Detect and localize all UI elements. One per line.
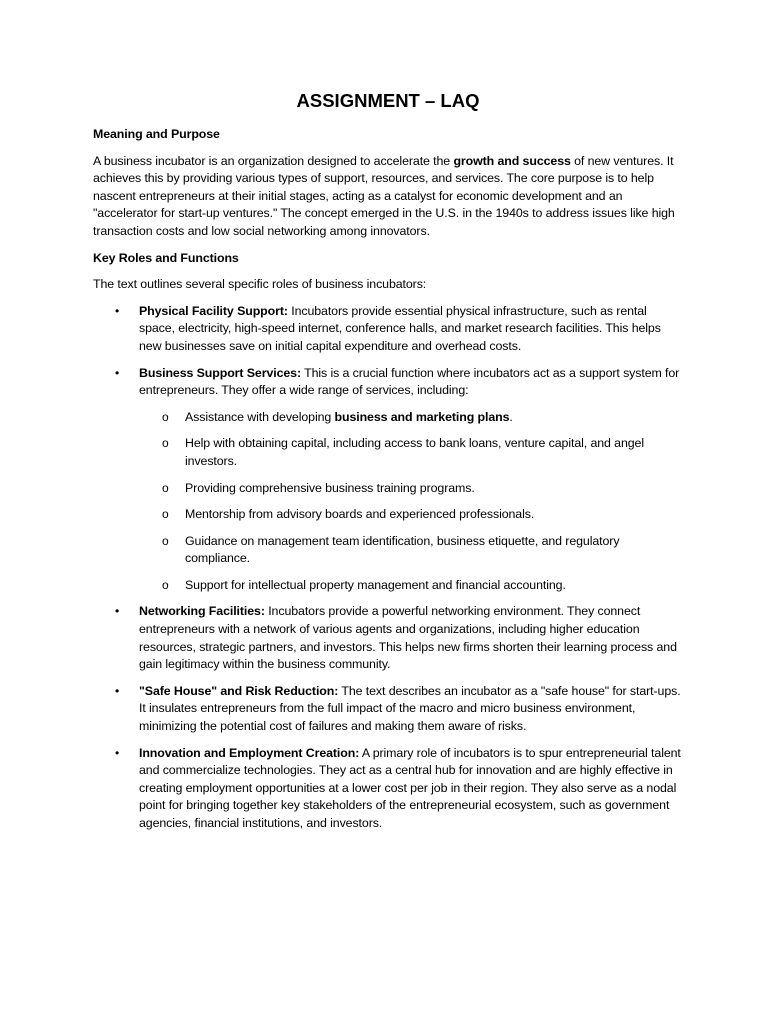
document-body <box>93 88 683 842</box>
meaning-text-start: A business incubator is an organization designed to accelerate the <box>93 153 454 168</box>
meaning-emphasis: growth and success <box>453 153 571 168</box>
bullet-marker: • <box>115 365 120 380</box>
item-text: The text describes an incubator as a "safe house" for start-ups. It insulates entrepreneurs from the full impact of the macro and micro business environment, minimizing the potential cost of failures and making them aware of risks. <box>139 683 681 734</box>
sub-bullet-marker: o <box>162 577 169 592</box>
roles-list <box>93 303 683 833</box>
sub-list-item <box>139 506 683 524</box>
list-item <box>93 365 683 595</box>
meaning-paragraph <box>93 153 683 241</box>
list-item <box>93 603 683 673</box>
sub-item-text-end: . <box>509 409 513 424</box>
section-heading-roles: Key Roles and Functions <box>93 250 239 265</box>
sub-bullet-marker: o <box>162 436 169 451</box>
roles-intro: The text outlines several specific roles of business incubators: <box>93 277 427 292</box>
sub-item-text: Help with obtaining capital, including access to bank loans, venture capital, and angel investors. <box>185 436 644 468</box>
sub-item-text-start: Assistance with developing <box>185 409 335 424</box>
sub-bullet-marker: o <box>162 409 169 424</box>
bullet-marker: • <box>115 683 120 698</box>
item-text: Incubators provide essential physical infrastructure, such as rental space, electricity, high-speed internet, conference halls, and market research facilities. This helps new businesses save on initial capital expenditure and overhead costs. <box>139 303 661 353</box>
list-item <box>93 683 683 736</box>
sub-list-item <box>139 409 683 427</box>
item-label: "Safe House" and Risk Reduction: <box>139 683 339 698</box>
section-heading-meaning: Meaning and Purpose <box>93 127 220 141</box>
item-label: Business Support Services: <box>139 365 301 380</box>
list-item <box>93 303 683 356</box>
item-text: Incubators provide a powerful networking environment. They connect entrepreneurs with a network of various agents and organizations, including higher education resources, strategic partners, and investors. This helps new firms shorten their learning process and gain legitimacy within the business community. <box>139 604 677 672</box>
bullet-marker: • <box>115 604 120 619</box>
bullet-marker: • <box>115 745 120 760</box>
item-label: Networking Facilities: <box>139 604 265 619</box>
item-label: Innovation and Employment Creation: <box>139 745 360 760</box>
document-title: ASSIGNMENT – LAQ <box>296 90 480 111</box>
sub-list-item <box>139 533 683 568</box>
sub-list-item <box>139 435 683 470</box>
item-text: This is a crucial function where incubators act as a support system for entrepreneurs. They offer a wide range of services, including: <box>139 365 680 398</box>
sub-bullet-marker: o <box>162 507 169 522</box>
bullet-marker: • <box>115 303 120 318</box>
item-text: A primary role of incubators is to spur entrepreneurial talent and commercialize technologies. They act as a central hub for innovation and are highly effective in creating employment opportunities at a lower cost per job in their region. They also serve as a nodal point for bringing together key stakeholders of the entrepreneurial ecosystem, such as government agencies, financial institutions, and investors. <box>139 745 681 830</box>
meaning-text-end: of new ventures. It achieves this by providing various types of support, resources, and services. The core purpose is to help nascent entrepreneurs at their initial stages, acting as a catalyst for economic development and an "accelerator for start-up ventures." The concept emerged in the U.S. in the 1940s to address issues like high transaction costs and low social networking among innovators. <box>93 153 675 238</box>
services-sublist <box>139 409 683 595</box>
sub-item-text: Guidance on management team identification, business etiquette, and regulatory compliance. <box>185 533 620 566</box>
sub-bullet-marker: o <box>162 533 169 548</box>
sub-list-item <box>139 577 683 595</box>
sub-item-text: Mentorship from advisory boards and experienced professionals. <box>185 507 535 522</box>
sub-bullet-marker: o <box>162 480 169 495</box>
sub-list-item <box>139 480 683 498</box>
sub-item-text: Providing comprehensive business training programs. <box>185 480 475 495</box>
item-label: Physical Facility Support: <box>139 303 288 318</box>
list-item <box>93 745 683 833</box>
sub-item-emphasis: business and marketing plans <box>334 409 510 424</box>
sub-item-text: Support for intellectual property management and financial accounting. <box>185 577 566 592</box>
